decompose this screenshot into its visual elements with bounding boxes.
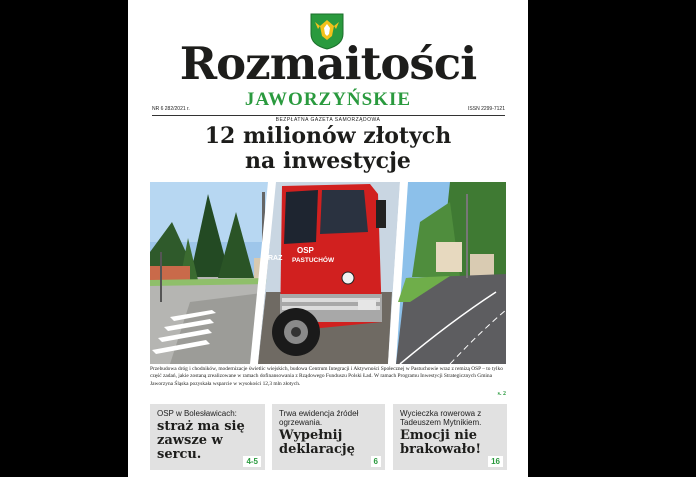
truck-side-text: RAZ bbox=[268, 255, 283, 262]
photo-left-street bbox=[150, 182, 270, 364]
truck-label-osp: OSP bbox=[297, 246, 314, 255]
masthead-subtitle: JAWORZYŃSKIE bbox=[244, 89, 412, 110]
teaser-box-bike-trip[interactable] bbox=[393, 404, 507, 470]
teaser-page-number: 16 bbox=[488, 456, 503, 467]
teaser-kicker: OSP w Bolesławicach: bbox=[157, 409, 237, 418]
issue-number: NR 6 282/2021 r. bbox=[152, 106, 190, 112]
photo-caption bbox=[150, 366, 506, 398]
teaser-title: straż ma się zawsze w sercu. bbox=[157, 419, 245, 462]
teaser-page-number: 6 bbox=[371, 456, 381, 467]
masthead-title: Rozmaitości bbox=[179, 37, 477, 90]
issn-number: ISSN 2299-7121 bbox=[468, 106, 505, 112]
tagline: BEZPŁATNA GAZETA SAMORZĄDOWA bbox=[275, 117, 381, 123]
truck-label-pastuchow: PASTUCHÓW bbox=[292, 257, 335, 264]
headline-line-1: 12 milionów złotych bbox=[204, 123, 452, 149]
photo-right-road bbox=[396, 182, 506, 364]
teaser-title: Wypełnij deklarację bbox=[279, 428, 355, 457]
headline-line-2: na inwestycje bbox=[245, 148, 411, 174]
cover-photo-collage bbox=[150, 182, 506, 364]
photo-middle-fire-truck bbox=[258, 182, 400, 364]
teaser-kicker: Trwa ewidencja źródeł ogrzewania. bbox=[279, 409, 359, 427]
teaser-page-number: 4-5 bbox=[243, 456, 261, 467]
caption-text: Przebudowa dróg i chodników, modernizacje świetlic wiejskich, budowa Centrum Integracji i Aktywności Społecznej w Pastuchowie wraz z remizą OSP – to tylko część zadań, jakie zostaną zrealizowane w ramach dofinansowania z Rządowego Funduszu Polski Ład. W ramach Programu Inwestycji Strategicznych Gmina Jaworzyna Śląska pozyskała wsparcie w wysokości 12,3 mln złotych. bbox=[150, 366, 503, 387]
caption-page-ref: s. 2 bbox=[497, 390, 506, 397]
teaser-kicker: Wycieczka rowerowa z Tadeuszem Mytnikiem. bbox=[400, 409, 482, 427]
main-headline bbox=[128, 124, 528, 174]
teaser-box-declaration[interactable] bbox=[272, 404, 385, 470]
issue-info-bar bbox=[152, 106, 505, 116]
newspaper-front-page bbox=[128, 0, 528, 477]
teaser-title: Emocji nie brakowało! bbox=[400, 428, 482, 457]
teaser-box-osp[interactable] bbox=[150, 404, 265, 470]
